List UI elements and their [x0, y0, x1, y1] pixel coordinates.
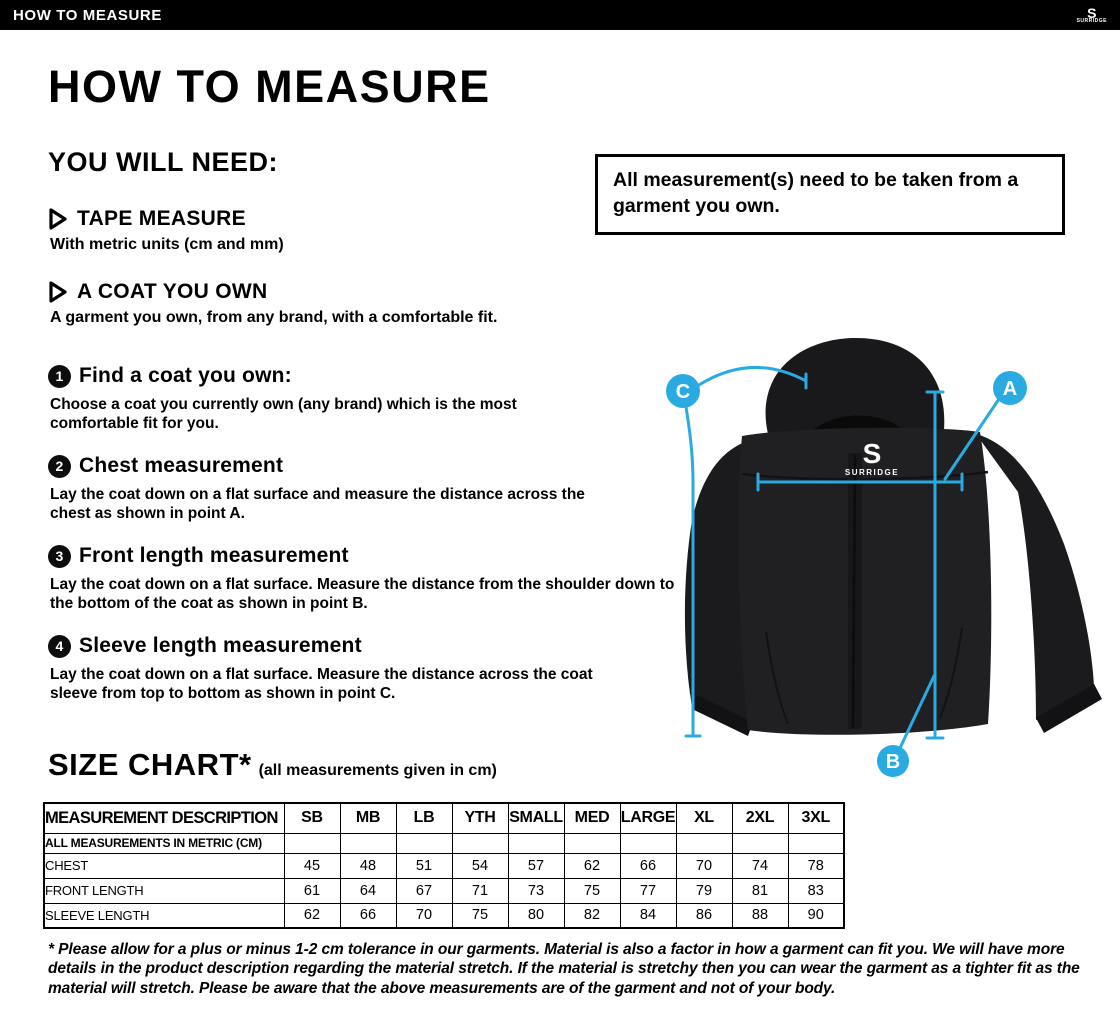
header-cell: YTH — [452, 803, 508, 833]
value-cell: 75 — [452, 903, 508, 928]
top-bar — [0, 0, 1120, 30]
step-body: Lay the coat down on a flat surface. Measure the distance from the shoulder down to the bottom of the coat as shown in point B. — [50, 576, 675, 613]
value-cell: 77 — [620, 878, 676, 903]
value-cell: 48 — [340, 853, 396, 878]
metric-note-cell: ALL MEASUREMENTS IN METRIC (CM) — [44, 833, 284, 853]
jacket-logo-s-icon: S — [862, 438, 882, 469]
marker-b-label: B — [885, 751, 901, 773]
step-4 — [48, 634, 635, 703]
step-title: Sleeve length measurement — [79, 634, 362, 657]
size-chart-subtitle: (all measurements given in cm) — [258, 762, 497, 779]
header-cell: SB — [284, 803, 340, 833]
header-cell: MED — [564, 803, 620, 833]
row-label-cell: CHEST — [44, 853, 284, 878]
value-cell: 54 — [452, 853, 508, 878]
marker-c — [666, 374, 700, 408]
page-title: HOW TO MEASURE — [48, 61, 491, 112]
step-body: Lay the coat down on a flat surface. Measure the distance across the coat sleeve from top to bottom as shown in point C. — [50, 666, 593, 703]
step-heading — [48, 364, 590, 388]
value-cell: 78 — [788, 853, 844, 878]
surridge-logo — [1076, 4, 1107, 24]
value-cell: 51 — [396, 853, 452, 878]
value-cell: 61 — [284, 878, 340, 903]
step-title: Front length measurement — [79, 544, 349, 567]
empty-cell — [788, 833, 844, 853]
empty-cell — [564, 833, 620, 853]
empty-cell — [676, 833, 732, 853]
value-cell: 70 — [396, 903, 452, 928]
step-heading — [48, 454, 628, 478]
value-cell: 62 — [564, 853, 620, 878]
value-cell: 84 — [620, 903, 676, 928]
empty-cell — [396, 833, 452, 853]
size-chart-table — [43, 802, 845, 929]
jacket-measurement-diagram — [640, 332, 1120, 810]
table-metric-row — [44, 833, 844, 853]
empty-cell — [340, 833, 396, 853]
empty-cell — [284, 833, 340, 853]
header-cell: MEASUREMENT DESCRIPTION — [44, 803, 284, 833]
header-cell: SMALL — [508, 803, 564, 833]
step-number-badge: 1 — [48, 365, 71, 388]
marker-a — [993, 371, 1027, 405]
step-number-badge: 3 — [48, 545, 71, 568]
requirement-name: TAPE MEASURE — [77, 207, 246, 230]
marker-b — [877, 745, 909, 777]
step-1 — [48, 364, 590, 433]
value-cell: 64 — [340, 878, 396, 903]
requirement-coat — [48, 280, 497, 327]
value-cell: 86 — [676, 903, 732, 928]
surridge-logo-text: SURRIDGE — [1076, 17, 1107, 24]
empty-cell — [452, 833, 508, 853]
value-cell: 66 — [340, 903, 396, 928]
surridge-s-icon: S — [1087, 4, 1097, 21]
value-cell: 73 — [508, 878, 564, 903]
requirement-heading — [48, 207, 284, 231]
triangle-bullet-icon — [48, 207, 68, 231]
requirement-name: A COAT YOU OWN — [77, 280, 268, 303]
step-body: Choose a coat you currently own (any brand) which is the most comfortable fit for you. — [50, 396, 517, 433]
empty-cell — [732, 833, 788, 853]
header-cell: 3XL — [788, 803, 844, 833]
step-2 — [48, 454, 628, 523]
tolerance-footnote: * Please allow for a plus or minus 1-2 cm tolerance in our garments. Material is also a factor in how a garment can fit you. We will have more details in the product description regarding the material stretch. If the material is stretchy then you can wear the garment as a tighter fit as the material will stretch. Please be aware that the above measurements are of the garment and not of your body. — [48, 941, 1080, 997]
table-row-chest — [44, 853, 844, 878]
notice-box: All measurement(s) need to be taken from a garment you own. — [595, 154, 1065, 235]
empty-cell — [620, 833, 676, 853]
header-cell: LARGE — [620, 803, 676, 833]
requirement-detail: With metric units (cm and mm) — [50, 236, 284, 253]
step-heading — [48, 544, 695, 568]
empty-cell — [508, 833, 564, 853]
value-cell: 57 — [508, 853, 564, 878]
value-cell: 88 — [732, 903, 788, 928]
header-cell: 2XL — [732, 803, 788, 833]
step-number-badge: 4 — [48, 635, 71, 658]
header-cell: LB — [396, 803, 452, 833]
marker-a-label: A — [1002, 378, 1018, 400]
jacket-logo-text: SURRIDGE — [844, 468, 900, 477]
value-cell: 82 — [564, 903, 620, 928]
value-cell: 75 — [564, 878, 620, 903]
value-cell: 66 — [620, 853, 676, 878]
size-chart-title: SIZE CHART* — [48, 747, 252, 782]
value-cell: 90 — [788, 903, 844, 928]
value-cell: 45 — [284, 853, 340, 878]
value-cell: 80 — [508, 903, 564, 928]
header-cell: MB — [340, 803, 396, 833]
requirement-detail: A garment you own, from any brand, with a comfortable fit. — [50, 309, 498, 326]
step-3 — [48, 544, 695, 613]
value-cell: 62 — [284, 903, 340, 928]
table-row-sleeve-length — [44, 903, 844, 928]
step-title: Chest measurement — [79, 454, 284, 477]
value-cell: 67 — [396, 878, 452, 903]
row-label-cell: FRONT LENGTH — [44, 878, 284, 903]
row-label-cell: SLEEVE LENGTH — [44, 903, 284, 928]
you-will-need-heading: YOU WILL NEED: — [48, 147, 279, 177]
value-cell: 70 — [676, 853, 732, 878]
value-cell: 81 — [732, 878, 788, 903]
table-row-front-length — [44, 878, 844, 903]
table-header-row — [44, 803, 844, 833]
triangle-bullet-icon — [48, 280, 68, 304]
value-cell: 83 — [788, 878, 844, 903]
value-cell: 74 — [732, 853, 788, 878]
marker-c-label: C — [675, 381, 691, 403]
value-cell: 79 — [676, 878, 732, 903]
top-bar-title: HOW TO MEASURE — [13, 6, 162, 24]
value-cell: 71 — [452, 878, 508, 903]
requirement-tape-measure — [48, 207, 284, 254]
requirement-heading — [48, 280, 497, 304]
step-body: Lay the coat down on a flat surface and measure the distance across the chest as shown in point A. — [50, 486, 585, 523]
step-number-badge: 2 — [48, 455, 71, 478]
header-cell: XL — [676, 803, 732, 833]
size-chart-heading — [48, 747, 497, 783]
step-title: Find a coat you own: — [79, 364, 292, 387]
step-heading — [48, 634, 635, 658]
